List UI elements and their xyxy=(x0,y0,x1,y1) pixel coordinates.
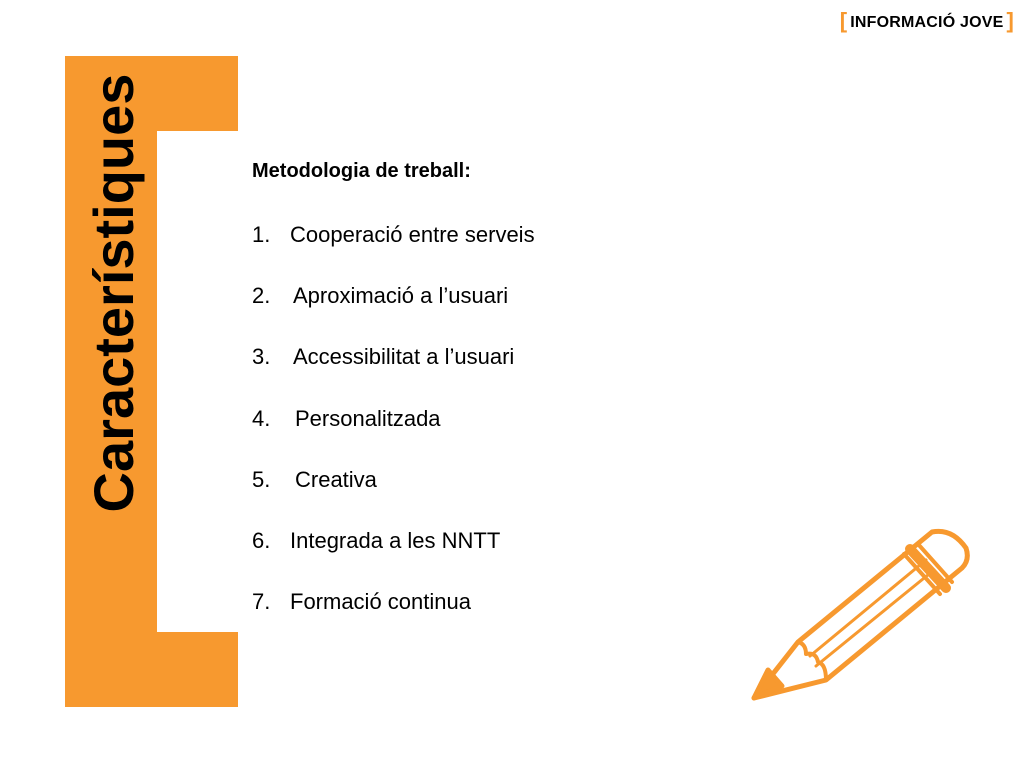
list-item-number: 2. xyxy=(252,283,271,309)
list-item-label: Integrada a les NNTT xyxy=(290,527,501,553)
brand-bracket-open: [ xyxy=(839,8,848,33)
list-item xyxy=(252,589,535,615)
list-item xyxy=(252,344,535,370)
list-item xyxy=(252,222,535,248)
content-heading: Metodologia de treball: xyxy=(252,160,471,182)
list-item-label: Personalitzada xyxy=(295,405,441,431)
list-item-number: 6. xyxy=(252,527,271,553)
list-item xyxy=(252,406,535,432)
brand-bracket-close: ] xyxy=(1006,8,1014,33)
list-item-number: 1. xyxy=(252,222,271,247)
list-item-number: 7. xyxy=(252,589,271,615)
list-item-label: Formació continua xyxy=(290,589,471,615)
list-item-number: 3. xyxy=(252,344,271,370)
list-item xyxy=(252,283,535,309)
header-brand xyxy=(840,8,1014,34)
methodology-list xyxy=(252,222,535,615)
content-area xyxy=(252,158,535,650)
list-item-label: Creativa xyxy=(295,466,377,492)
list-item-label: Cooperació entre serveis xyxy=(290,222,535,247)
pencil-icon xyxy=(740,520,980,710)
list-item-number: 5. xyxy=(252,466,271,492)
list-item-label: Accessibilitat a l’usuari xyxy=(293,344,515,370)
list-item xyxy=(252,467,535,493)
brand-title: INFORMACIÓ JOVE xyxy=(850,14,1004,31)
list-item-number: 4. xyxy=(252,405,271,431)
side-title: Característiques xyxy=(82,73,145,513)
list-item-label: Aproximació a l’usuari xyxy=(293,283,509,309)
list-item xyxy=(252,528,535,554)
